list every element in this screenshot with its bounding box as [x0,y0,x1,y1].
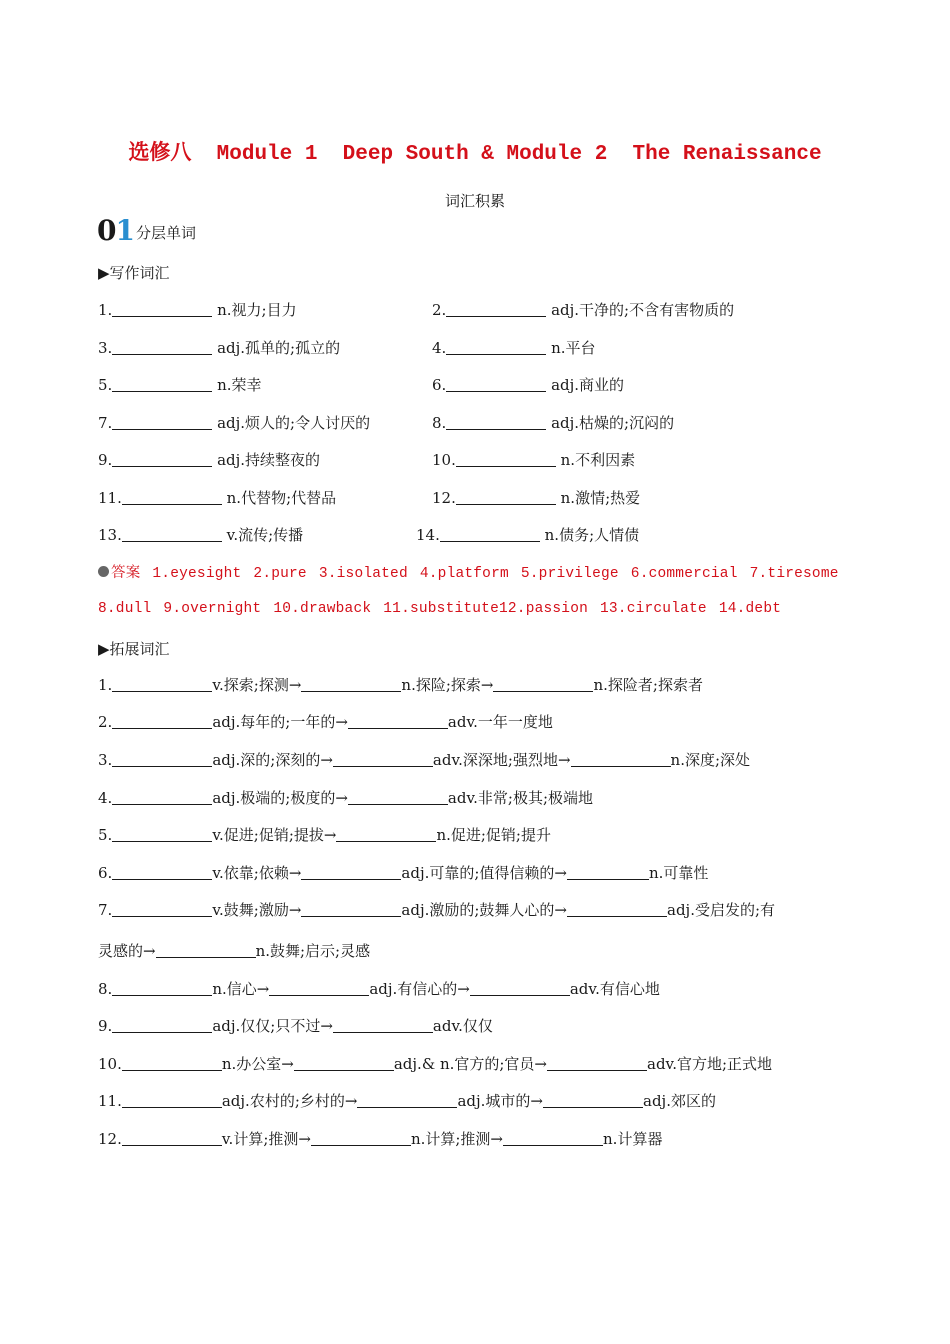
answer-blank[interactable] [446,413,546,430]
item-definition: adj.干净的;不含有害物质的 [551,301,735,319]
answer-blank[interactable] [547,1054,647,1071]
answer-blank[interactable] [112,375,212,392]
writing-item-12 [432,486,640,510]
answer-blank[interactable] [112,788,212,805]
page-title: 选修八 Module 1 Deep South & Module 2 The Renaissance [128,143,822,166]
answer-line-1 [98,561,839,582]
section-number-0: 0 [97,214,116,247]
answer-3: 3.isolated [318,566,408,582]
item-definition: adj.持续整夜的 [217,451,321,469]
item-definition: v.鼓舞;激励→ [212,901,302,919]
extended-item-1 [98,673,703,697]
item-definition: adj.可靠的;值得信赖的→ [401,864,567,882]
answer-blank[interactable] [446,375,546,392]
writing-item-8 [432,411,674,435]
answer-13: 13.circulate [600,601,707,617]
answer-blank[interactable] [156,941,256,958]
answer-blank[interactable] [446,338,546,355]
item-number: 3. [98,339,113,357]
answer-11-12: 11.substitute12.passion [383,601,588,617]
item-number: 6. [432,376,447,394]
item-definition: v.促进;促销;提拔→ [212,826,337,844]
item-definition: adj.烦人的;令人讨厌的 [217,414,371,432]
item-number: 1. [98,301,113,319]
item-definition: n.激情;热爱 [560,489,641,507]
item-definition: adj.郊区的 [643,1092,716,1110]
item-number: 11. [98,489,122,507]
writing-vocab-heading: ▶写作词汇 [98,264,170,282]
item-number: 14. [416,526,440,544]
answer-blank[interactable] [122,525,222,542]
answer-blank[interactable] [112,1016,212,1033]
answer-blank[interactable] [456,488,556,505]
answer-10: 10.drawback [273,601,372,617]
item-definition: n.视力;目力 [217,301,297,319]
answer-label: 答案 [111,565,141,581]
item-number: 9. [98,451,113,469]
item-definition: adj.孤单的;孤立的 [217,339,341,357]
item-definition: n.债务;人情债 [544,526,640,544]
answer-blank[interactable] [112,413,212,430]
answer-8: 8.dull [98,601,152,617]
item-number: 8. [432,414,447,432]
answer-1: 1.eyesight [152,566,242,582]
extended-item-10 [98,1052,772,1076]
answer-blank[interactable] [112,338,212,355]
item-definition: n.荣幸 [217,376,262,394]
answer-7: 7.tiresome [749,566,839,582]
item-number: 7. [98,901,113,919]
item-definition: adj.受启发的;有 [667,901,776,919]
item-number: 13. [98,526,122,544]
answer-blank[interactable] [112,450,212,467]
extended-item-7-cont [98,939,370,963]
item-definition: n.代替物;代替品 [226,489,337,507]
item-definition: adv.有信心地 [569,980,660,998]
item-definition: n.促进;促销;提升 [436,826,551,844]
section-heading [97,214,196,254]
item-number: 10. [98,1055,122,1073]
answer-blank[interactable] [503,1129,603,1146]
answer-4: 4.platform [419,566,509,582]
answer-blank[interactable] [301,675,401,692]
item-definition: v.流传;传播 [226,526,304,544]
extended-item-4 [98,786,593,810]
item-definition: adj.有信心的→ [369,980,470,998]
writing-item-11 [98,486,336,510]
answer-line-2 [98,601,781,617]
answer-blank[interactable] [348,712,448,729]
item-number: 2. [98,713,113,731]
page-subtitle: 词汇积累 [444,192,505,210]
item-definition: n.计算器 [603,1130,663,1148]
item-definition: n.探险者;探索者 [593,676,703,694]
extended-item-5 [98,823,551,847]
item-number: 2. [432,301,447,319]
section-number-1: 1 [115,214,134,247]
answer-blank[interactable] [112,675,212,692]
answer-6: 6.commercial [630,566,738,582]
writing-item-13 [98,523,303,547]
item-number: 4. [432,339,447,357]
answer-blank[interactable] [301,900,401,917]
answer-blank[interactable] [470,979,570,996]
item-definition: adv.深深地;强烈地→ [432,751,571,769]
answer-blank[interactable] [301,863,401,880]
writing-item-3 [98,336,340,360]
answer-blank[interactable] [333,750,433,767]
item-definition: n.探险;探索→ [401,676,494,694]
item-definition: adj.极端的;极度的→ [212,789,348,807]
item-definition: adv.一年一度地 [447,713,553,731]
answer-blank[interactable] [112,825,212,842]
item-number: 8. [98,980,113,998]
answer-blank[interactable] [357,1091,457,1108]
section-label: 分层单词 [135,224,196,242]
item-definition: n.平台 [551,339,596,357]
item-definition: n.不利因素 [560,451,636,469]
item-number: 9. [98,1017,113,1035]
answer-blank[interactable] [456,450,556,467]
item-definition: v.依靠;依赖→ [212,864,302,882]
answer-blank[interactable] [112,979,212,996]
answer-blank[interactable] [122,488,222,505]
extended-vocab-heading: ▶拓展词汇 [98,640,170,658]
extended-item-3 [98,748,750,772]
answer-blank[interactable] [493,675,593,692]
answer-blank[interactable] [112,712,212,729]
answer-blank[interactable] [122,1054,222,1071]
item-definition: n.信心→ [212,980,270,998]
extended-item-6 [98,861,708,885]
item-definition: adj.仅仅;只不过→ [212,1017,333,1035]
answer-blank[interactable] [571,750,671,767]
item-number: 12. [98,1130,122,1148]
item-number: 3. [98,751,113,769]
item-definition: adv.非常;极其;极端地 [447,789,594,807]
answer-blank[interactable] [122,1129,222,1146]
writing-item-7 [98,411,370,435]
answer-blank[interactable] [543,1091,643,1108]
answer-5: 5.privilege [520,566,619,582]
answer-blank[interactable] [112,300,212,317]
item-definition: adj.& n.官方的;官员→ [393,1055,547,1073]
answer-9: 9.overnight [163,601,262,617]
answer-2: 2.pure [253,566,307,582]
extended-item-8 [98,977,660,1001]
item-definition: adj.商业的 [551,376,625,394]
item-number: 12. [432,489,456,507]
answer-blank[interactable] [336,825,436,842]
answer-blank[interactable] [112,750,212,767]
section-number [97,214,134,247]
answer-blank[interactable] [112,863,212,880]
item-definition: n.计算;推测→ [410,1130,504,1148]
item-definition: 灵感的→ [98,942,156,960]
answer-blank[interactable] [311,1129,411,1146]
item-definition: adj.农村的;乡村的→ [221,1092,358,1110]
extended-item-9 [98,1014,493,1038]
answer-blank[interactable] [122,1091,222,1108]
item-definition: n.可靠性 [649,864,709,882]
item-definition: adj.枯燥的;沉闷的 [551,414,675,432]
answer-key-icon [98,566,109,577]
answer-blank[interactable] [446,300,546,317]
answer-blank[interactable] [567,863,649,880]
item-definition: adv.官方地;正式地 [647,1055,773,1073]
extended-item-7 [98,898,775,922]
item-definition: adj.每年的;一年的→ [212,713,348,731]
writing-item-14 [416,523,639,547]
item-definition: v.探索;探测→ [212,676,302,694]
writing-item-2 [432,298,734,322]
answer-blank[interactable] [112,900,212,917]
writing-item-10 [432,448,635,472]
answer-blank[interactable] [269,979,369,996]
item-number: 4. [98,789,113,807]
item-number: 1. [98,676,113,694]
answer-blank[interactable] [440,525,540,542]
item-number: 11. [98,1092,122,1110]
item-definition: adv.仅仅 [432,1017,493,1035]
writing-item-6 [432,373,624,397]
answer-blank[interactable] [348,788,448,805]
answer-14: 14.debt [718,601,782,617]
extended-item-12 [98,1127,662,1151]
item-number: 6. [98,864,113,882]
item-definition: n.深度;深处 [670,751,751,769]
item-definition: adj.深的;深刻的→ [212,751,333,769]
answer-blank[interactable] [294,1054,394,1071]
item-number: 10. [432,451,456,469]
item-definition: v.计算;推测→ [221,1130,311,1148]
extended-item-2 [98,710,553,734]
item-number: 5. [98,376,113,394]
writing-item-5 [98,373,262,397]
answer-blank[interactable] [333,1016,433,1033]
item-number: 5. [98,826,113,844]
item-number: 7. [98,414,113,432]
writing-item-9 [98,448,320,472]
writing-item-1 [98,298,297,322]
writing-item-4 [432,336,596,360]
item-definition: n.办公室→ [221,1055,294,1073]
item-definition: n.鼓舞;启示;灵感 [255,942,371,960]
item-definition: adj.激励的;鼓舞人心的→ [401,901,567,919]
item-definition: adj.城市的→ [457,1092,543,1110]
answer-blank[interactable] [567,900,667,917]
extended-item-11 [98,1089,716,1113]
